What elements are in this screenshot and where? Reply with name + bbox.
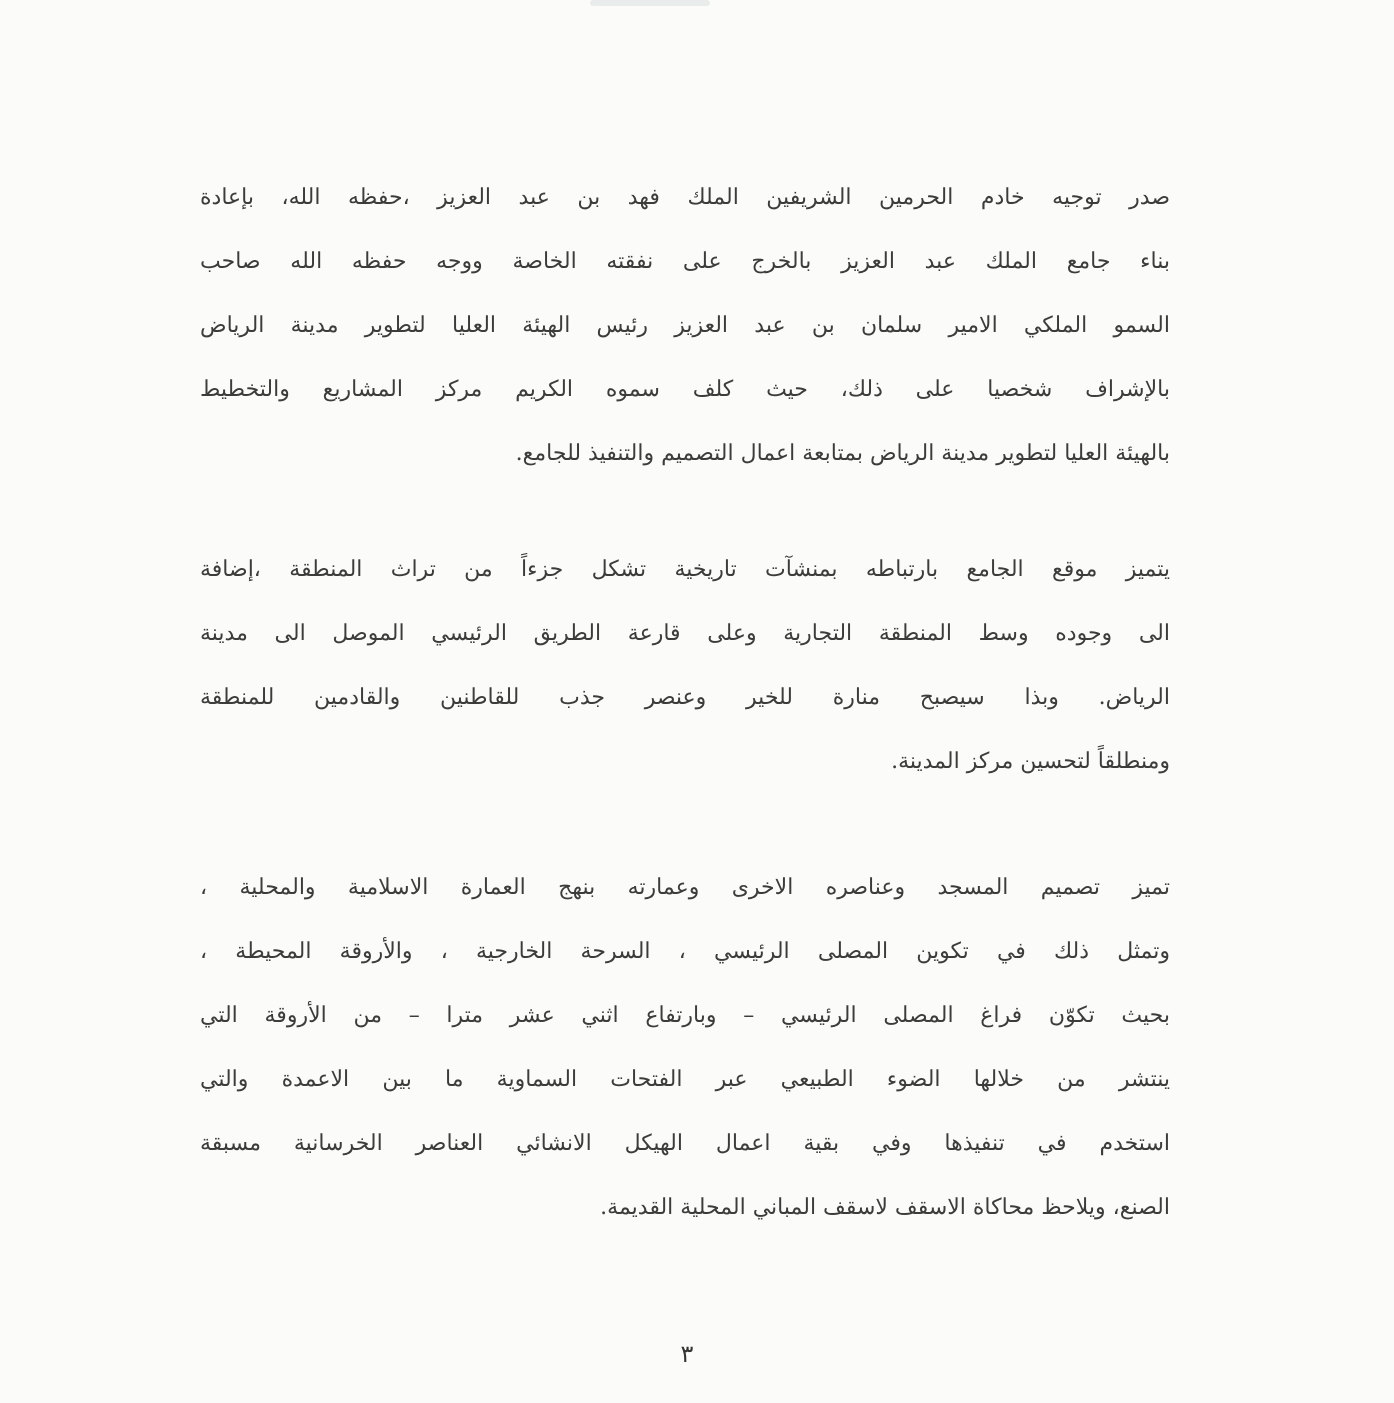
page-number: ٣	[680, 1340, 694, 1368]
paragraph-line: ومنطلقاً لتحسين مركز المدينة.	[891, 749, 1170, 774]
paragraph-line: الصنع، ويلاحظ محاكاة الاسقف لاسقف المباني المحلية القديمة.	[600, 1195, 1170, 1220]
paragraph-line: تميز تصميم المسجد وعناصره الاخرى وعمارته بنهج العمارة الاسلامية والمحلية ،	[200, 875, 1170, 900]
paragraph-line: ينتشر من خلالها الضوء الطبيعي عبر الفتحات السماوية ما بين الاعمدة والتي	[200, 1067, 1170, 1092]
paragraph-line: صدر توجيه خادم الحرمين الشريفين الملك فهد بن عبد العزيز ،حفظه الله، بإعادة	[200, 185, 1170, 210]
paragraph-line: السمو الملكي الامير سلمان بن عبد العزيز رئيس الهيئة العليا لتطوير مدينة الرياض	[200, 313, 1170, 338]
paragraph-line: الرياض. وبذا سيصبح منارة للخير وعنصر جذب للقاطنين والقادمين للمنطقة	[200, 685, 1170, 710]
paragraph-line: الى وجوده وسط المنطقة التجارية وعلى قارعة الطريق الرئيسي الموصل الى مدينة	[200, 621, 1170, 646]
paragraph-line: بناء جامع الملك عبد العزيز بالخرج على نفقته الخاصة ووجه حفظه الله صاحب	[200, 249, 1170, 274]
paragraph-line: استخدم في تنفيذها وفي بقية اعمال الهيكل الانشائي العناصر الخرسانية مسبقة	[200, 1131, 1170, 1156]
paragraph-line: يتميز موقع الجامع بارتباطه بمنشآت تاريخية تشكل جزءاً من تراث المنطقة ،إضافة	[200, 557, 1170, 582]
paragraph-line: بالهيئة العليا لتطوير مدينة الرياض بمتابعة اعمال التصميم والتنفيذ للجامع.	[515, 441, 1170, 466]
paragraph-line: وتمثل ذلك في تكوين المصلى الرئيسي ، السرحة الخارجية ، والأروقة المحيطة ،	[200, 939, 1170, 964]
paragraph-2	[200, 538, 1170, 794]
paragraph-line: بحيث تكوّن فراغ المصلى الرئيسي – وبارتفاع اثني عشر مترا – من الأروقة التي	[200, 1003, 1170, 1028]
scan-mark	[590, 0, 710, 6]
paragraph-1	[200, 166, 1170, 486]
paragraph-line: بالإشراف شخصيا على ذلك، حيث كلف سموه الكريم مركز المشاريع والتخطيط	[200, 377, 1170, 402]
paragraph-3	[200, 856, 1170, 1240]
